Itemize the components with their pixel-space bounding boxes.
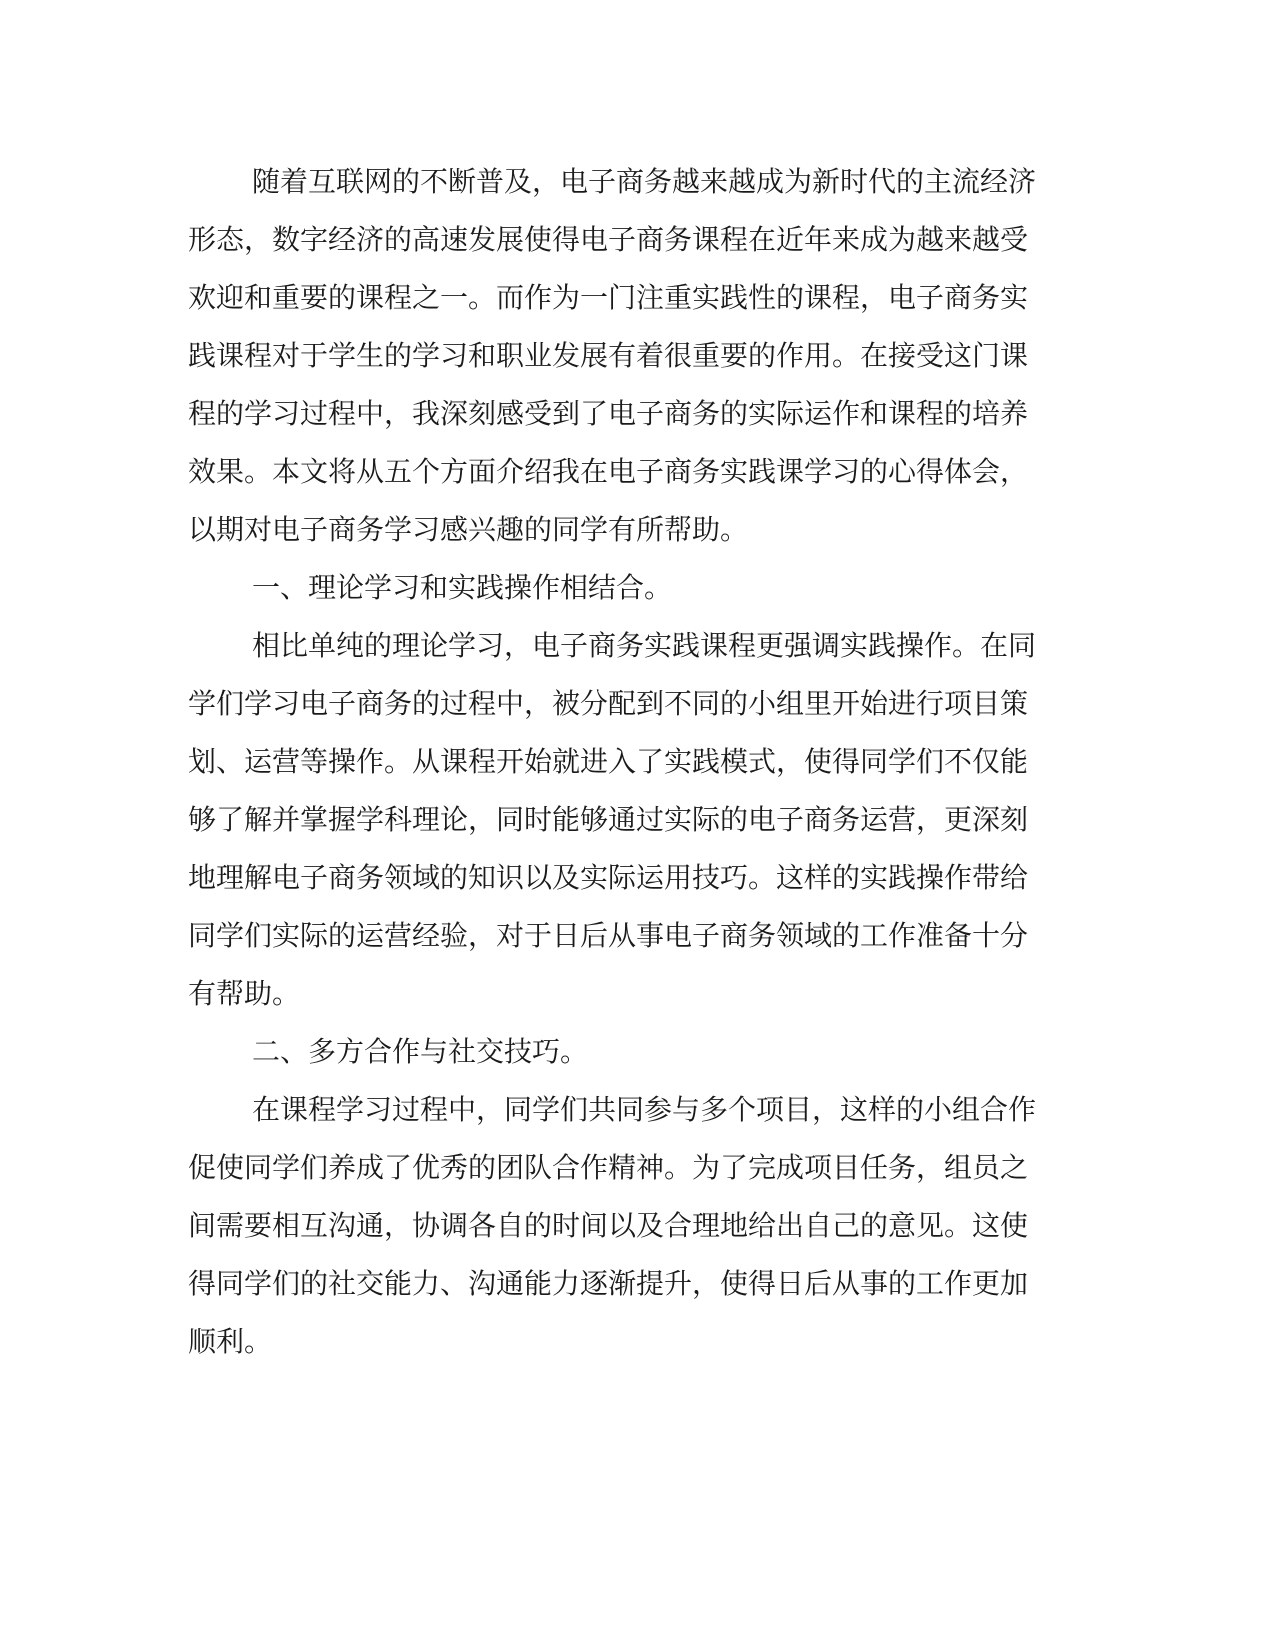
intro-line-1: 随着互联网的不断普及，电子商务越来越成为新时代的主流经济 xyxy=(252,165,1037,198)
section-2-line-2: 促使同学们养成了优秀的团队合作精神。为了完成项目任务，组员之 xyxy=(188,1151,1029,1184)
section-2-line-5: 顺利。 xyxy=(188,1325,273,1358)
section-heading-2: 二、多方合作与社交技巧。 xyxy=(252,1035,589,1068)
section-2-line-3: 间需要相互沟通，协调各自的时间以及合理地给出自己的意见。这使 xyxy=(188,1209,1029,1242)
section-2-line-4: 得同学们的社交能力、沟通能力逐渐提升，使得日后从事的工作更加 xyxy=(188,1267,1029,1300)
section-1-line-4: 够了解并掌握学科理论，同时能够通过实际的电子商务运营，更深刻 xyxy=(188,803,1029,836)
section-2-line-1: 在课程学习过程中，同学们共同参与多个项目，这样的小组合作 xyxy=(252,1093,1037,1126)
section-1-line-7: 有帮助。 xyxy=(188,977,301,1010)
intro-line-4: 践课程对于学生的学习和职业发展有着很重要的作用。在接受这门课 xyxy=(188,339,1029,372)
intro-line-2: 形态，数字经济的高速发展使得电子商务课程在近年来成为越来越受 xyxy=(188,223,1029,256)
intro-line-3: 欢迎和重要的课程之一。而作为一门注重实践性的课程，电子商务实 xyxy=(188,281,1029,314)
intro-line-6: 效果。本文将从五个方面介绍我在电子商务实践课学习的心得体会， xyxy=(188,455,1029,488)
intro-line-7: 以期对电子商务学习感兴趣的同学有所帮助。 xyxy=(188,513,749,546)
section-1-line-1: 相比单纯的理论学习，电子商务实践课程更强调实践操作。在同 xyxy=(252,629,1037,662)
intro-line-5: 程的学习过程中，我深刻感受到了电子商务的实际运作和课程的培养 xyxy=(188,397,1029,430)
section-1-line-5: 地理解电子商务领域的知识以及实际运用技巧。这样的实践操作带给 xyxy=(188,861,1029,894)
section-1-line-6: 同学们实际的运营经验，对于日后从事电子商务领域的工作准备十分 xyxy=(188,919,1029,952)
section-1-line-3: 划、运营等操作。从课程开始就进入了实践模式，使得同学们不仅能 xyxy=(188,745,1029,778)
section-1-line-2: 学们学习电子商务的过程中，被分配到不同的小组里开始进行项目策 xyxy=(188,687,1029,720)
section-heading-1: 一、理论学习和实践操作相结合。 xyxy=(252,571,673,604)
